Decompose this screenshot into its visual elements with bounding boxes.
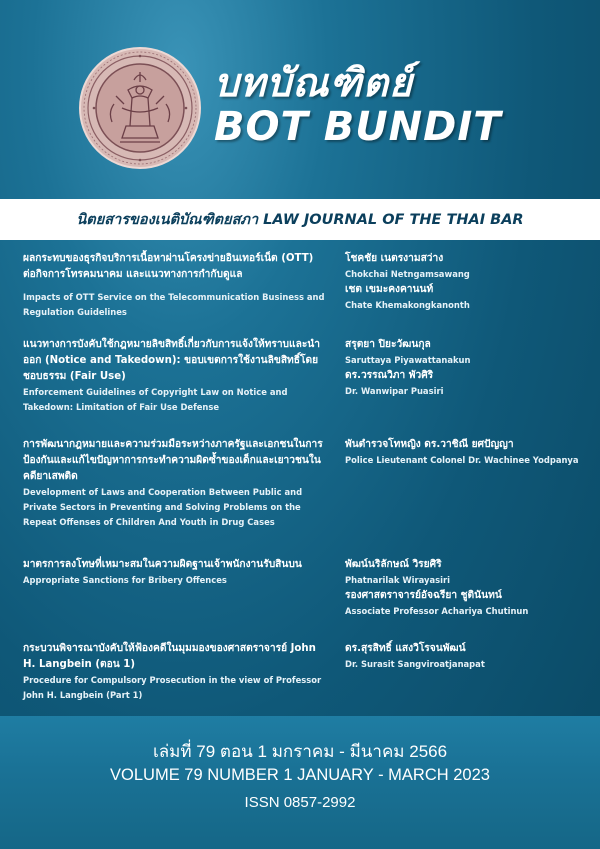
article-title-thai: มาตรการลงโทษที่เหมาะสมในความผิดฐานเจ้าพนักงานรับสินบน bbox=[23, 559, 302, 570]
article-title-block bbox=[23, 337, 328, 415]
author-name-english: Saruttaya Piyawattanakun bbox=[345, 355, 471, 365]
author-name-english: Associate Professor Achariya Chutinun bbox=[345, 606, 529, 616]
author-name-english: Police Lieutenant Colonel Dr. Wachinee Yodpanya bbox=[345, 455, 579, 465]
article-title-thai: การพัฒนากฎหมายและความร่วมมือระหว่างภาครัฐและเอกชนในการป้องกันและแก้ไขปัญหาการกระทำความผิดซ้ำของเด็กและเยาวชนในคดียาเสพติด bbox=[23, 439, 323, 482]
article-title-english: Enforcement Guidelines of Copyright Law on Notice and Takedown: Limitation of Fair Use Defense bbox=[23, 387, 288, 412]
issn-number: ISSN 0857-2992 bbox=[244, 794, 356, 811]
author-name-english: Chate Khemakongkanonth bbox=[345, 300, 470, 310]
thai-bar-association-seal-icon bbox=[78, 46, 202, 170]
article-authors bbox=[345, 251, 585, 313]
article-title-block bbox=[23, 251, 328, 320]
article-title-block bbox=[23, 557, 328, 588]
author-name-thai: พัฒน์นริลักษณ์ วิรยศิริ bbox=[345, 559, 442, 570]
article-title-english: Procedure for Compulsory Prosecution in the view of Professor John H. Langbein (Part 1) bbox=[23, 675, 322, 700]
article-title-thai: กระบวนพิจารณาบังคับให้ฟ้องคดีในมุมมองของศาสตราจารย์ John H. Langbein (ตอน 1) bbox=[23, 643, 316, 670]
subtitle-band bbox=[0, 199, 600, 240]
article-authors bbox=[345, 557, 585, 619]
article-authors bbox=[345, 641, 585, 672]
author-name-thai: พันตำรวจโทหญิง ดร.วาชิณี ยศปัญญา bbox=[345, 439, 514, 450]
article-title-thai: แนวทางการบังคับใช้กฎหมายลิขสิทธิ์เกี่ยวกับการแจ้งให้ทราบและนำออก (Notice and Takedown): ขอบเขตการใช้งานลิขสิทธิ์โดยชอบธรรม (Fair Use) bbox=[23, 339, 320, 382]
subtitle-text: นิตยสารของเนติบัณฑิตยสภา LAW JOURNAL OF THE THAI BAR bbox=[76, 212, 524, 228]
author-name-english: Dr. Wanwipar Puasiri bbox=[345, 386, 444, 396]
article-authors bbox=[345, 437, 585, 468]
journal-title-english: BOT BUNDIT bbox=[214, 104, 502, 150]
article-title-english: Appropriate Sanctions for Bribery Offences bbox=[23, 575, 227, 585]
author-name-thai: โชคชัย เนตรงามสว่าง bbox=[345, 253, 444, 264]
author-name-english: Phatnarilak Wirayasiri bbox=[345, 575, 450, 585]
journal-title-thai: บทบัณฑิตย์ bbox=[214, 61, 413, 106]
author-name-thai: ดร.วรรณวิภา พัวศิริ bbox=[345, 370, 434, 381]
article-title-english: Impacts of OTT Service on the Telecommunication Business and Regulation Guidelines bbox=[23, 292, 325, 317]
author-name-english: Dr. Surasit Sangviroatjanapat bbox=[345, 659, 485, 669]
author-name-thai: รองศาสตราจารย์อัจฉรียา ชูตินันทน์ bbox=[345, 590, 502, 601]
article-title-english: Development of Laws and Cooperation Between Public and Private Sectors in Preventing and Solving Problems on the Repeat Offenses of Children And Youth in Drug Cases bbox=[23, 487, 303, 527]
author-name-thai: สรุตยา ปิยะวัฒนกุล bbox=[345, 339, 431, 350]
author-name-english: Chokchai Netngamsawang bbox=[345, 269, 470, 279]
article-title-thai: ผลกระทบของธุรกิจบริการเนื้อหาผ่านโครงข่ายอินเทอร์เน็ต (OTT) ต่อกิจการโทรคมนาคม และแนวทางการกำกับดูแล bbox=[23, 253, 314, 280]
issue-info-english: VOLUME 79 NUMBER 1 JANUARY - MARCH 2023 bbox=[110, 766, 490, 784]
issue-footer bbox=[0, 716, 600, 849]
issue-info-thai: เล่มที่ 79 ตอน 1 มกราคม - มีนาคม 2566 bbox=[152, 742, 448, 761]
article-title-block bbox=[23, 641, 328, 703]
author-name-thai: เชต เขมะคงคานนท์ bbox=[345, 284, 434, 295]
article-authors bbox=[345, 337, 585, 399]
article-title-block bbox=[23, 437, 328, 530]
author-name-thai: ดร.สุรสิทธิ์ แสงวิโรจนพัฒน์ bbox=[345, 643, 466, 654]
